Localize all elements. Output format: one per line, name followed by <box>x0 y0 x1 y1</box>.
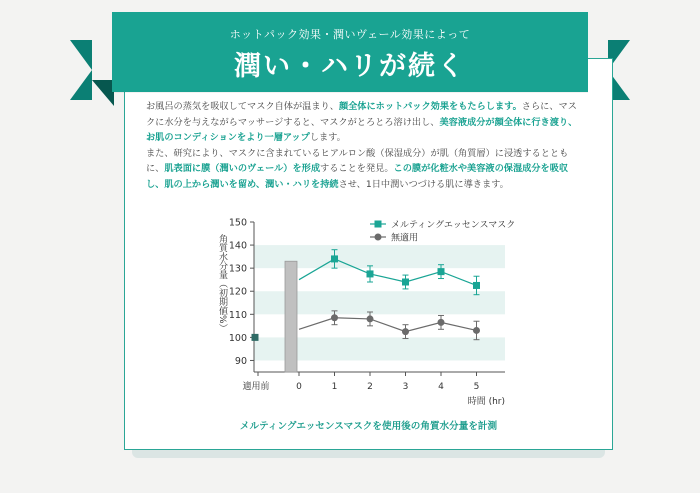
p1-text-c: さらに、マスクに水分を与えながらマッサージすると、マスクがとろとろ溶け出し、 <box>146 101 577 128</box>
p2-text-e: させ、1日中潤いつづける肌に導きます。 <box>338 178 509 190</box>
data-point-square <box>331 255 338 262</box>
data-point-circle <box>402 328 409 335</box>
x-tick-label: 3 <box>402 382 409 392</box>
y-tick-label: 110 <box>228 309 247 321</box>
description-text <box>146 99 586 193</box>
p1-text-a: お風呂の蒸気を吸収してマスク自体が温まり、 <box>146 101 339 112</box>
p1-highlight-d: 美容液成分が顔全体に行き渡り、お肌のコンディションをより一層アップ <box>146 116 578 144</box>
chart-svg <box>200 212 530 412</box>
data-point-circle <box>367 315 374 322</box>
legend-marker-circle <box>375 234 382 241</box>
legend-marker-square <box>375 221 382 228</box>
paragraph-1 <box>146 99 586 146</box>
y-tick-label: 120 <box>228 286 247 298</box>
chart-caption: メルティングエッセンスマスクを使用後の角質水分量を計測 <box>239 421 498 432</box>
data-point-square <box>473 282 480 289</box>
y-tick-label: 140 <box>228 240 247 252</box>
y-axis-label: 角質水分量（初期値%） <box>217 234 227 333</box>
p2-highlight-d: この膜が化粧水や美容液の保湿成分を吸収し、肌の上から潤いを留め、潤い・ハリを持続 <box>146 163 569 190</box>
x-tick-label: 2 <box>367 382 373 392</box>
legend-label: メルティングエッセンスマスク <box>391 220 516 231</box>
p1-text-e: します。 <box>309 132 346 144</box>
data-point-circle <box>438 319 445 326</box>
series-line-2 <box>299 318 477 332</box>
data-point-square <box>402 279 409 286</box>
x-tick-label: 5 <box>473 382 480 392</box>
bar-initial <box>285 261 297 372</box>
y-tick-label: 100 <box>228 332 247 344</box>
baseline-marker <box>252 334 259 341</box>
x-axis-label: 時間 (hr) <box>467 397 505 407</box>
legend-label: 無適用 <box>391 233 419 244</box>
x-tick-label: 1 <box>331 382 338 392</box>
ribbon-tail-left <box>70 40 92 100</box>
title-ribbon <box>112 12 588 92</box>
header-title: 潤い・ハリが続く <box>234 51 466 82</box>
paragraph-2 <box>146 146 586 193</box>
data-point-square <box>438 268 445 275</box>
y-tick-label: 130 <box>228 263 247 275</box>
p2-text-c: することを発見。 <box>320 163 394 175</box>
x-tick-label: 4 <box>438 382 444 392</box>
data-point-square <box>367 270 374 277</box>
x-tick-label: 0 <box>296 382 302 392</box>
y-tick-label: 150 <box>228 217 247 229</box>
y-tick-label: 90 <box>234 355 247 367</box>
p2-highlight-b: 肌表面に膜（潤いのヴェール）を形成 <box>164 163 321 175</box>
p2-text-a: また、研究により、マスクに含まれているヒアルロン酸（保湿成分）が肌（角質層）に浸透するとともに、 <box>146 147 569 175</box>
p1-highlight-b: 顔全体にホットパック効果をもたらします。 <box>338 101 522 112</box>
moisture-chart <box>200 212 530 412</box>
x-tick-label: 適用前 <box>242 382 270 392</box>
data-point-circle <box>331 314 338 321</box>
ribbon-fold-left <box>92 80 114 106</box>
header-subtitle: ホットパック効果・潤いヴェール効果によって <box>229 28 471 41</box>
data-point-circle <box>473 327 480 334</box>
